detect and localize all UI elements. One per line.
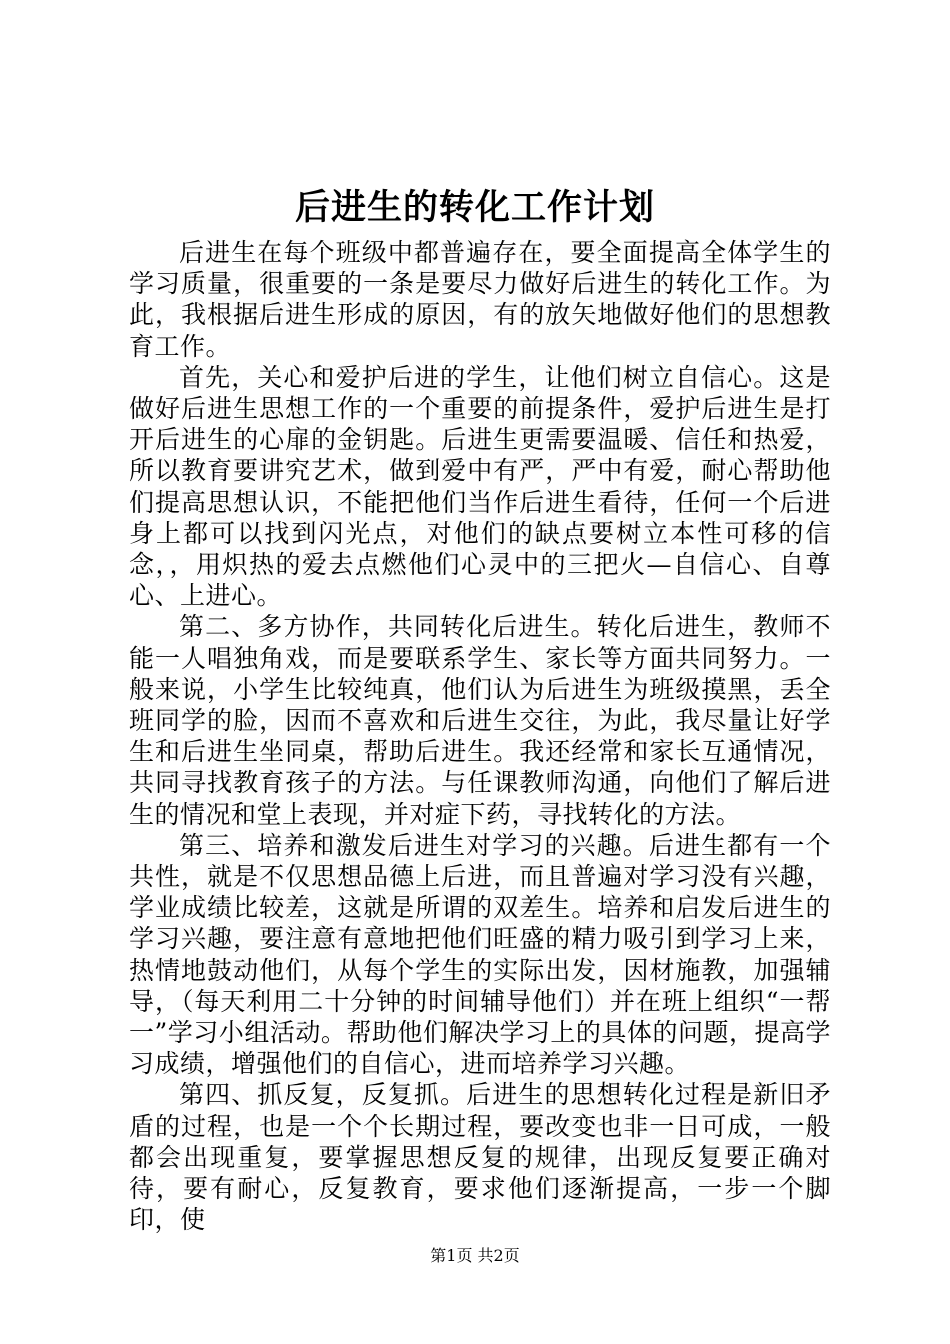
paragraph-third: 第三、培养和激发后进生对学习的兴趣。后进生都有一个共性，就是不仅思想品德上后进，而且普遍对学习没有兴趣，学业成绩比较差，这就是所谓的双差生。培养和启发后进生的学习兴趣，要注意有意地把他们旺盛的精力吸引到学习上来，热情地鼓动他们，从每个学生的实际出发，因材施教，加强辅导，（每天利用二十分钟的时间辅导他们）并在班上组织“一帮一”学习小组活动。帮助他们解决学习上的具体的问题，提高学习成绩，增强他们的自信心，进而培养学习兴趣。 <box>129 830 831 1079</box>
paragraph-intro: 后进生在每个班级中都普遍存在，要全面提高全体学生的学习质量，很重要的一条是要尽力做好后进生的转化工作。为此，我根据后进生形成的原因，有的放矢地做好他们的思想教育工作。 <box>129 238 831 361</box>
document-title: 后进生的转化工作计划 <box>294 187 655 228</box>
paragraph-fourth: 第四、抓反复，反复抓。后进生的思想转化过程是新旧矛盾的过程，也是一个个长期过程，要改变也非一日可成，一般都会出现重复，要掌握思想反复的规律，出现反复要正确对待，要有耐心，反复教育，要求他们逐渐提高，一步一个脚印，使 <box>129 1080 831 1235</box>
page-number-footer: 第1页 共2页 <box>430 1246 520 1265</box>
document-body <box>129 237 831 1236</box>
paragraph-first: 首先，关心和爱护后进的学生，让他们树立自信心。这是做好后进生思想工作的一个重要的前提条件，爱护后进生是打开后进生的心扉的金钥匙。后进生更需要温暖、信任和热爱，所以教育要讲究艺术，做到爱中有严，严中有爱，耐心帮助他们提高思想认识，不能把他们当作后进生看待，任何一个后进身上都可以找到闪光点，对他们的缺点要树立本性可移的信念，，用炽热的爱去点燃他们心灵中的三把火—自信心、自尊心、上进心。 <box>129 362 831 611</box>
paragraph-second: 第二、多方协作，共同转化后进生。转化后进生，教师不能一人唱独角戏，而是要联系学生、家长等方面共同努力。一般来说，小学生比较纯真，他们认为后进生为班级摸黑，丢全班同学的脸，因而不喜欢和后进生交往，为此，我尽量让好学生和后进生坐同桌，帮助后进生。我还经常和家长互通情况，共同寻找教育孩子的方法。与任课教师沟通，向他们了解后进生的情况和堂上表现，并对症下药，寻找转化的方法。 <box>129 612 831 829</box>
